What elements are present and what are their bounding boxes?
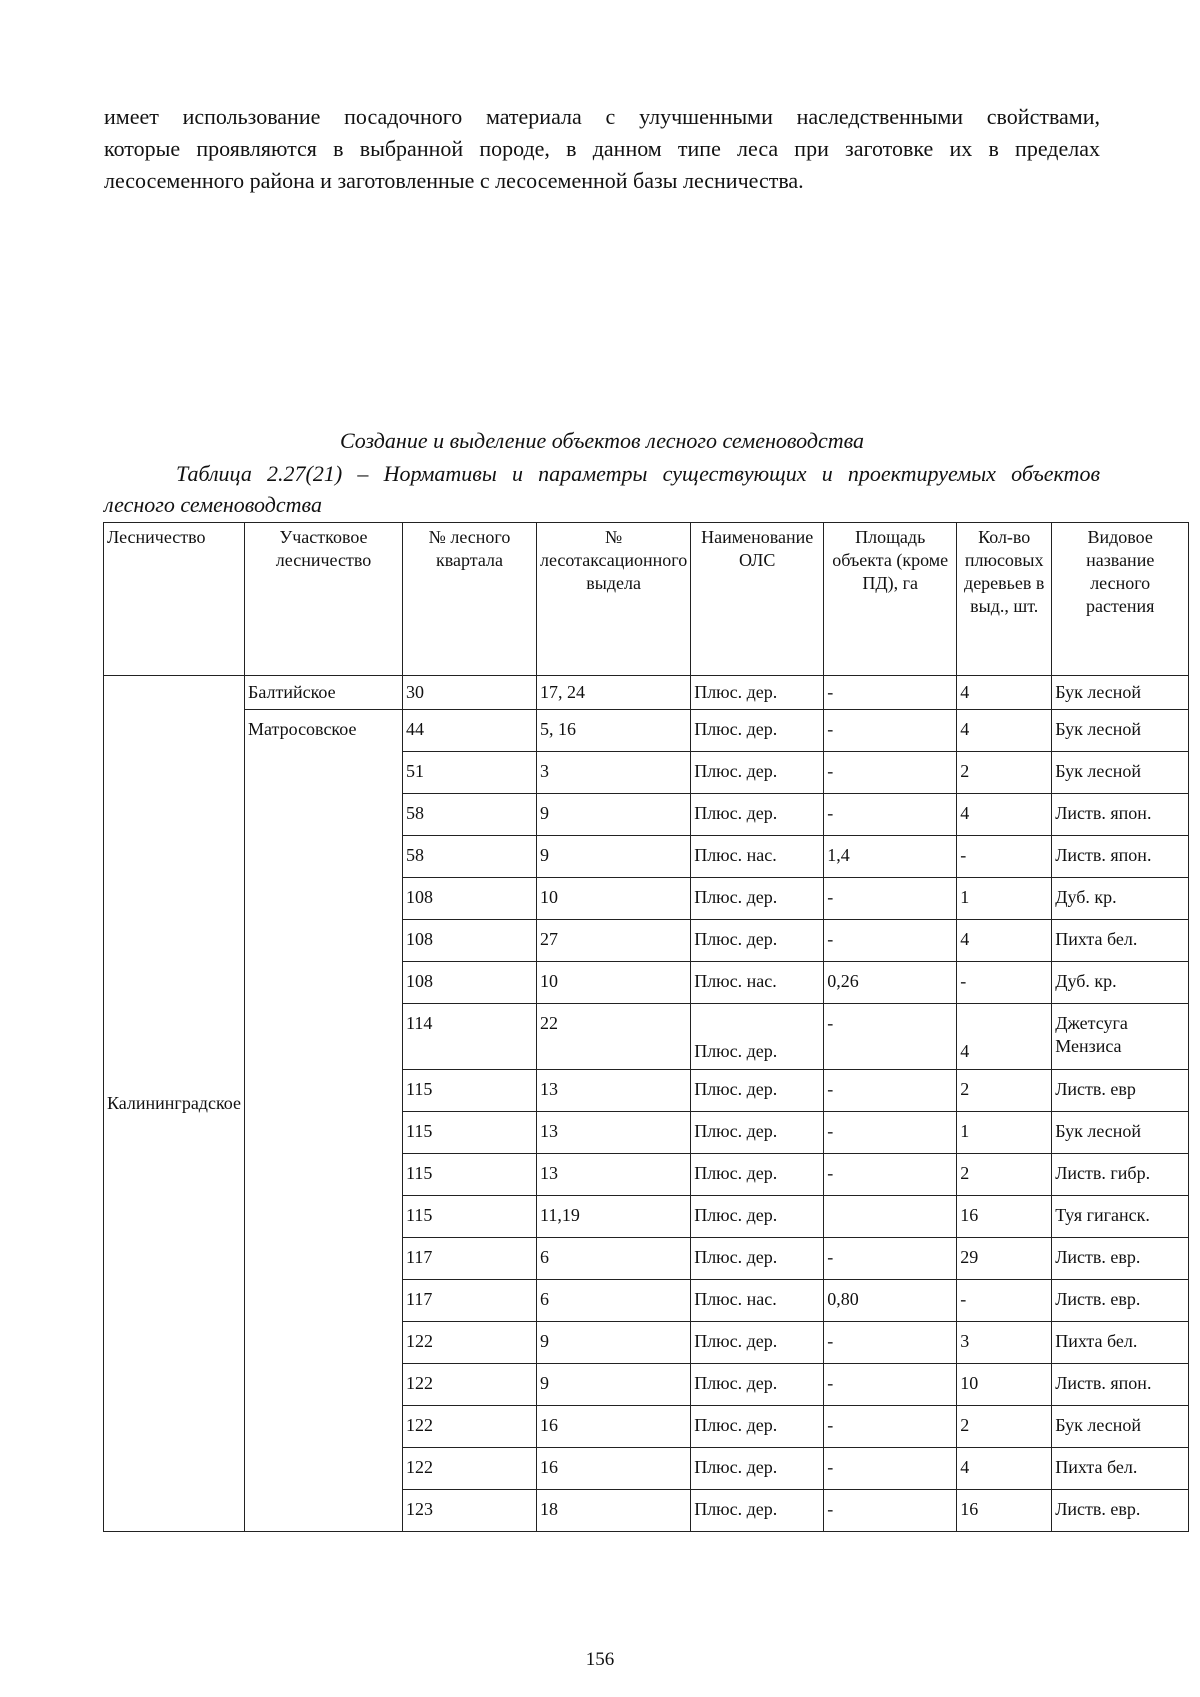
cell-area (824, 1196, 957, 1238)
cell-ols: Плюс. дер. (691, 1196, 824, 1238)
cell-area: 0,26 (824, 962, 957, 1004)
cell-species: Дуб. кр. (1052, 878, 1189, 920)
cell-count: 4 (957, 676, 1052, 710)
cell-vyd: 9 (537, 1364, 691, 1406)
cell-ols: Плюс. дер. (691, 1112, 824, 1154)
cell-ols: Плюс. дер. (691, 1448, 824, 1490)
cell-vyd: 16 (537, 1448, 691, 1490)
cell-species: Листв. евр. (1052, 1280, 1189, 1322)
seed-objects-table (103, 522, 1189, 1532)
cell-area: 0,80 (824, 1280, 957, 1322)
cell-kv: 122 (403, 1364, 537, 1406)
cell-vyd: 5, 16 (537, 710, 691, 752)
cell-vyd: 27 (537, 920, 691, 962)
cell-species: Бук лесной (1052, 710, 1189, 752)
cell-species: Листв. евр. (1052, 1490, 1189, 1532)
cell-count: 2 (957, 1070, 1052, 1112)
cell-species: Бук лесной (1052, 752, 1189, 794)
header-cell: Кол-во плюсовых деревьев в выд., шт. (957, 523, 1052, 676)
cell-vyd: 9 (537, 1322, 691, 1364)
cell-ols: Плюс. дер. (691, 710, 824, 752)
table-body (104, 676, 1189, 1532)
cell-kv: 44 (403, 710, 537, 752)
paragraph-line: которые проявляются в выбранной породе, в данном типе леса при заготовке их в пределах (104, 136, 1100, 161)
cell-kv: 108 (403, 962, 537, 1004)
cell-kv: 51 (403, 752, 537, 794)
cell-kv: 115 (403, 1196, 537, 1238)
cell-vyd: 3 (537, 752, 691, 794)
cell-ols: Плюс. дер. (691, 1490, 824, 1532)
cell-species: Бук лесной (1052, 676, 1189, 710)
district-cell: Балтийское (245, 676, 403, 710)
cell-kv: 58 (403, 836, 537, 878)
cell-count: 1 (957, 1112, 1052, 1154)
page-number: 156 (585, 1649, 615, 1670)
cell-vyd: 17, 24 (537, 676, 691, 710)
cell-count: 29 (957, 1238, 1052, 1280)
district-cell: Матросовское (245, 710, 403, 1532)
header-cell: Площадь объекта (кроме ПД), га (824, 523, 957, 676)
cell-ols: Плюс. нас. (691, 836, 824, 878)
cell-kv: 122 (403, 1406, 537, 1448)
cell-vyd: 16 (537, 1406, 691, 1448)
cell-ols: Плюс. дер. (691, 1154, 824, 1196)
cell-count: 3 (957, 1322, 1052, 1364)
paragraph-line: лесосеменного района и заготовленные с лесосеменной базы лесничества. (104, 168, 804, 193)
cell-area: - (824, 1364, 957, 1406)
cell-species: Пихта бел. (1052, 1322, 1189, 1364)
cell-species: Дуб. кр. (1052, 962, 1189, 1004)
cell-vyd: 22 (537, 1004, 691, 1070)
cell-vyd: 18 (537, 1490, 691, 1532)
cell-area: - (824, 752, 957, 794)
cell-kv: 115 (403, 1070, 537, 1112)
cell-ols: Плюс. дер. (691, 1322, 824, 1364)
cell-area: - (824, 920, 957, 962)
cell-vyd: 11,19 (537, 1196, 691, 1238)
cell-area: - (824, 878, 957, 920)
cell-ols: Плюс. дер. (691, 878, 824, 920)
cell-area: 1,4 (824, 836, 957, 878)
section-caption: Создание и выделение объектов лесного семеноводства (339, 428, 865, 453)
cell-vyd: 10 (537, 962, 691, 1004)
cell-vyd: 9 (537, 836, 691, 878)
cell-species: Джетсуга Мензиса (1052, 1004, 1189, 1070)
cell-kv: 117 (403, 1280, 537, 1322)
cell-count: 10 (957, 1364, 1052, 1406)
cell-kv: 30 (403, 676, 537, 710)
cell-area: - (824, 1322, 957, 1364)
cell-count: 16 (957, 1196, 1052, 1238)
cell-ols: Плюс. дер. (691, 676, 824, 710)
cell-area: - (824, 676, 957, 710)
cell-ols: Плюс. дер. (691, 920, 824, 962)
cell-count: - (957, 836, 1052, 878)
cell-count: 2 (957, 1154, 1052, 1196)
cell-species: Пихта бел. (1052, 920, 1189, 962)
cell-species: Пихта бел. (1052, 1448, 1189, 1490)
table-row (104, 710, 1189, 752)
cell-count: - (957, 962, 1052, 1004)
cell-area: - (824, 1238, 957, 1280)
cell-count: 4 (957, 920, 1052, 962)
cell-kv: 117 (403, 1238, 537, 1280)
table-title-line: Таблица 2.27(21) – Нормативы и параметры существующих и проектируемых объектов (176, 461, 1100, 486)
table-row (104, 676, 1189, 710)
paragraph-line: имеет использование посадочного материала с улучшенными наследственными свойствами, (104, 104, 1100, 129)
cell-species: Листв. япон. (1052, 1364, 1189, 1406)
cell-area: - (824, 1406, 957, 1448)
cell-kv: 122 (403, 1448, 537, 1490)
cell-ols: Плюс. нас. (691, 962, 824, 1004)
header-cell: Видовое название лесного растения (1052, 523, 1189, 676)
cell-ols: Плюс. дер. (691, 1364, 824, 1406)
header-cell: № лесотаксационного выдела (537, 523, 691, 676)
cell-area: - (824, 1448, 957, 1490)
header-cell: № лесного квартала (403, 523, 537, 676)
header-cell: Наименование ОЛС (691, 523, 824, 676)
cell-ols: Плюс. дер. (691, 1406, 824, 1448)
cell-vyd: 6 (537, 1238, 691, 1280)
cell-species: Бук лесной (1052, 1406, 1189, 1448)
cell-area: - (824, 1070, 957, 1112)
cell-kv: 58 (403, 794, 537, 836)
forestry-cell: Калининградское (104, 676, 245, 1532)
cell-species: Листв. япон. (1052, 836, 1189, 878)
cell-species: Бук лесной (1052, 1112, 1189, 1154)
body-paragraph (104, 101, 1100, 197)
cell-count: 4 (957, 794, 1052, 836)
cell-kv: 108 (403, 920, 537, 962)
cell-count: 1 (957, 878, 1052, 920)
cell-species: Листв. евр. (1052, 1238, 1189, 1280)
cell-ols: Плюс. нас. (691, 1280, 824, 1322)
cell-kv: 114 (403, 1004, 537, 1070)
cell-count: 4 (957, 1448, 1052, 1490)
cell-count: - (957, 1280, 1052, 1322)
cell-kv: 122 (403, 1322, 537, 1364)
table-title (104, 458, 1100, 520)
cell-vyd: 10 (537, 878, 691, 920)
cell-count: 2 (957, 752, 1052, 794)
table-title-line: лесного семеноводства (104, 492, 322, 517)
cell-vyd: 13 (537, 1154, 691, 1196)
cell-ols: Плюс. дер. (691, 794, 824, 836)
cell-species: Листв. япон. (1052, 794, 1189, 836)
cell-vyd: 13 (537, 1112, 691, 1154)
cell-area: - (824, 794, 957, 836)
header-cell: Участковое лесничество (245, 523, 403, 676)
cell-count: 16 (957, 1490, 1052, 1532)
cell-area: - (824, 1154, 957, 1196)
cell-area: - (824, 710, 957, 752)
cell-count: 2 (957, 1406, 1052, 1448)
cell-species: Листв. евр (1052, 1070, 1189, 1112)
cell-kv: 115 (403, 1154, 537, 1196)
cell-ols: Плюс. дер. (691, 1238, 824, 1280)
cell-vyd: 6 (537, 1280, 691, 1322)
cell-ols: Плюс. дер. (691, 1004, 824, 1070)
cell-species: Туя гиганск. (1052, 1196, 1189, 1238)
cell-kv: 123 (403, 1490, 537, 1532)
cell-count: 4 (957, 1004, 1052, 1070)
cell-kv: 108 (403, 878, 537, 920)
cell-kv: 115 (403, 1112, 537, 1154)
table-header-row (104, 523, 1189, 676)
cell-ols: Плюс. дер. (691, 752, 824, 794)
cell-vyd: 9 (537, 794, 691, 836)
cell-area: - (824, 1112, 957, 1154)
cell-ols: Плюс. дер. (691, 1070, 824, 1112)
cell-area: - (824, 1490, 957, 1532)
cell-species: Листв. гибр. (1052, 1154, 1189, 1196)
header-cell: Лесничество (104, 523, 245, 676)
cell-vyd: 13 (537, 1070, 691, 1112)
cell-area: - (824, 1004, 957, 1070)
cell-count: 4 (957, 710, 1052, 752)
